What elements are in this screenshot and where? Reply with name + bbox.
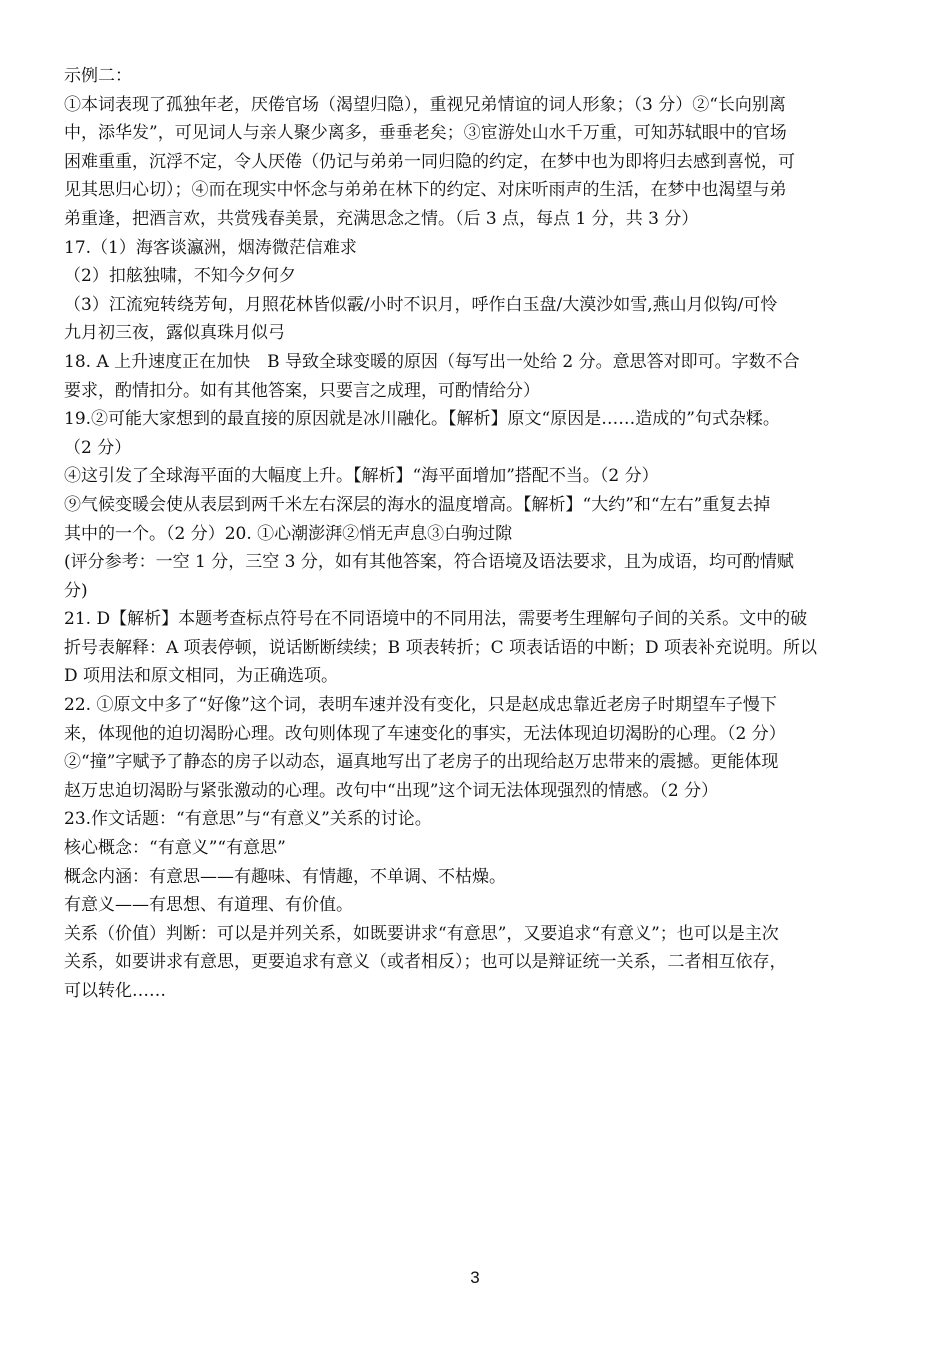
text-line: （2）扣舷独啸，不知今夕何夕 (64, 266, 296, 287)
text-line: 困难重重，沉浮不定，令人厌倦（仍记与弟弟一同归隐的约定，在梦中也为即将归去感到喜悦，可 (64, 151, 795, 172)
text-line: 关系（价值）判断：可以是并列关系，如既要讲求“有意思”，又要追求“有意义”；也可以是主次 (64, 923, 779, 944)
text-line: （3）江流宛转绕芳甸，月照花林皆似霰/小时不识月，呼作白玉盘/大漠沙如雪,燕山月似钩/可怜 (64, 294, 778, 315)
document-body (64, 62, 890, 1006)
text-line: 见其思归心切）；④而在现实中怀念与弟弟在林下的约定、对床听雨声的生活，在梦中也渴望与弟 (64, 180, 787, 201)
text-line: 赵万忠迫切渴盼与紧张激动的心理。改句中“出现”这个词无法体现强烈的情感。（2 分） (64, 780, 719, 801)
text-line: ④这引发了全球海平面的大幅度上升。【解析】“海平面增加”搭配不当。（2 分） (64, 466, 659, 487)
text-line: (评分参考：一空 1 分，三空 3 分，如有其他答案，符合语境及语法要求，且为成语，均可酌情赋 (64, 552, 794, 573)
text-line: 分) (64, 580, 88, 601)
text-line: 22. ①原文中多了“好像”这个词，表明车速并没有变化，只是赵成忠靠近老房子时期望车子慢下 (64, 695, 777, 716)
text-line: 核心概念：“有意义”“有意思” (64, 838, 286, 859)
text-line: 17.（1）海客谈瀛洲，烟涛微茫信难求 (64, 237, 357, 258)
text-line: 来，体现他的迫切渴盼心理。改句则体现了车速变化的事实，无法体现迫切渴盼的心理。（2 分） (64, 723, 786, 744)
text-line: 19.②可能大家想到的最直接的原因就是冰川融化。【解析】原文“原因是……造成的”句式杂糅。 (64, 409, 780, 430)
text-line: 概念内涵：有意思——有趣味、有情趣，不单调、不枯燥。 (64, 866, 506, 887)
text-line: 弟重逢，把酒言欢，共赏残春美景，充满思念之情。（后 3 点，每点 1 分，共 3 分） (64, 208, 699, 229)
text-line: ①本词表现了孤独年老，厌倦官场（渴望归隐），重视兄弟情谊的词人形象；（3 分）②“长向别离 (64, 94, 786, 115)
text-line: 有意义——有思想、有道理、有价值。 (64, 895, 353, 916)
text-line: 九月初三夜，露似真珠月似弓 (64, 323, 285, 344)
text-line: ②“撞”字赋予了静态的房子以动态，逼真地写出了老房子的出现给赵万忠带来的震撼。更能体现 (64, 752, 779, 773)
text-line: 中，添华发”，可见词人与亲人聚少离多，垂垂老矣；③宦游处山水千万重，可知苏轼眼中的官场 (64, 123, 787, 144)
text-line: 可以转化…… (64, 981, 166, 1001)
text-line: 21. D【解析】本题考查标点符号在不同语境中的不同用法，需要考生理解句子间的关系。文中的破 (64, 609, 808, 630)
text-line: （2 分） (64, 437, 132, 458)
text-line: 示例二： (64, 66, 132, 86)
text-line: 要求，酌情扣分。如有其他答案，只要言之成理，可酌情给分） (64, 380, 540, 401)
text-line: 关系，如要讲求有意思，更要追求有意义（或者相反）；也可以是辩证统一关系，二者相互依存， (64, 952, 787, 973)
text-line: D 项用法和原文相同，为正确选项。 (64, 666, 339, 687)
text-line: 折号表解释：A 项表停顿，说话断断续续；B 项表转折；C 项表话语的中断；D 项表补充说明。所以 (64, 637, 818, 658)
text-line: 18. A 上升速度正在加快 B 导致全球变暖的原因（每写出一处给 2 分。意思答对即可。字数不合 (64, 351, 800, 372)
text-line: 23.作文话题：“有意思”与“有意义”关系的讨论。 (64, 809, 432, 830)
text-line: ⑨气候变暖会使从表层到两千米左右深层的海水的温度增高。【解析】“大约”和“左右”重复去掉 (64, 494, 771, 515)
text-line: 其中的一个。（2 分）20. ①心潮澎湃②悄无声息③白驹过隙 (64, 523, 513, 544)
page-number: 3 (470, 1268, 480, 1287)
